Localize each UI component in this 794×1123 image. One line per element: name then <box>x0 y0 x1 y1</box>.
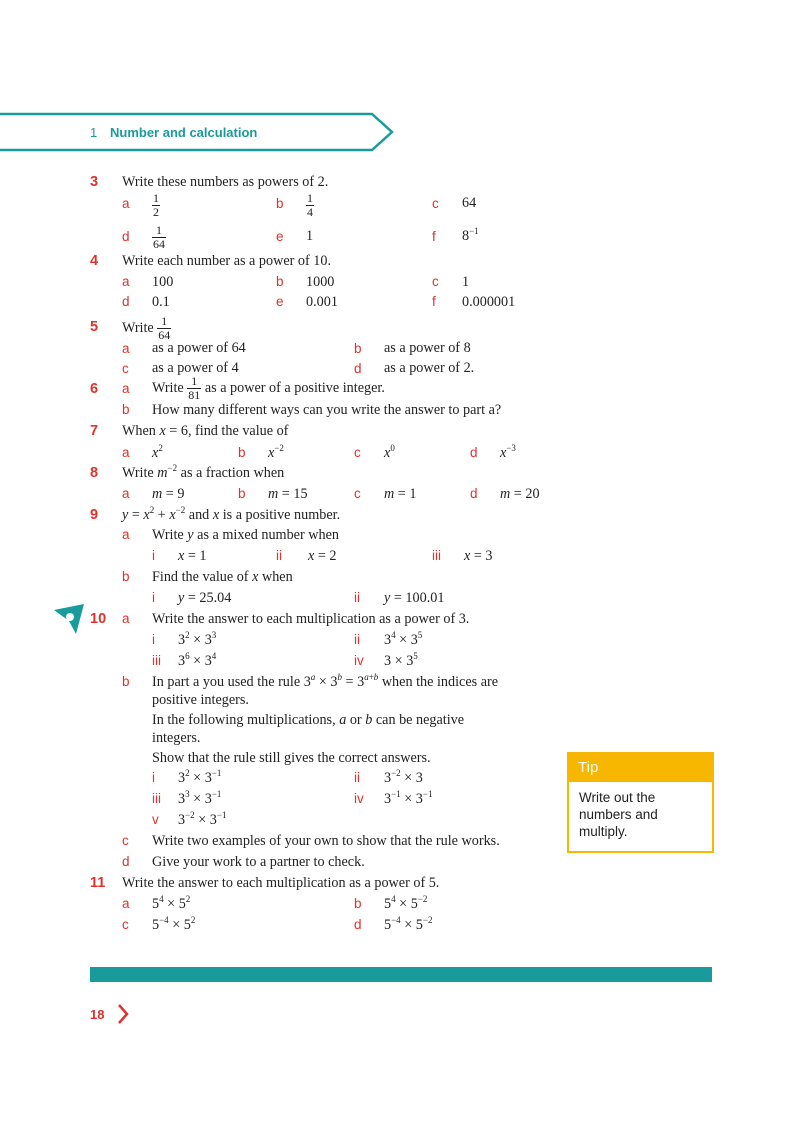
part-label: c <box>122 361 129 376</box>
expression: x = 1 <box>178 548 207 564</box>
expression: $3 \times 3^5$ <box>384 651 418 669</box>
tip-box <box>567 752 714 853</box>
answer-value: 0.001 <box>306 294 338 310</box>
question-number: 4 <box>90 253 99 269</box>
part-label: d <box>470 486 478 501</box>
part-text: Give your work to a partner to check. <box>152 854 365 870</box>
part-label: c <box>354 486 361 501</box>
expression: $x^{-2}$ <box>268 443 284 461</box>
expression: m = 15 <box>268 486 308 502</box>
part-label: e <box>276 229 284 244</box>
expression: $5^{-4} \times 5^{-2}$ <box>384 915 433 933</box>
part-label: d <box>354 917 362 932</box>
part-label: c <box>122 917 129 932</box>
expression: $5^4 \times 5^{-2}$ <box>384 894 428 912</box>
subpart-label: v <box>152 812 159 827</box>
expression: m = 1 <box>384 486 417 502</box>
chapter-number: 1 <box>90 125 98 140</box>
part-text: How many different ways can you write the answer to part a? <box>152 402 502 418</box>
expression: $3^4 \times 3^5$ <box>384 630 423 648</box>
part-label: a <box>122 896 130 911</box>
subpart-label: i <box>152 770 155 785</box>
expression: $3^{-1} \times 3^{-1}$ <box>384 789 433 807</box>
part-label: c <box>432 196 439 211</box>
part-label: a <box>122 445 130 460</box>
expression: x = 3 <box>464 548 493 564</box>
part-label: a <box>122 381 130 396</box>
subpart-label: iii <box>152 653 161 668</box>
question-stem: When x = 6, find the value of <box>122 423 289 439</box>
part-label: b <box>276 196 284 211</box>
part-label: a <box>122 274 130 289</box>
part-text: positive integers. <box>152 692 249 708</box>
part-text: Write the answer to each multiplication as a power of 3. <box>152 611 470 627</box>
question-stem: Write $m^{-2}$ as a fraction when <box>122 463 285 481</box>
part-label: d <box>470 445 478 460</box>
question-number: 5 <box>90 319 99 335</box>
answer-value: 100 <box>152 274 174 290</box>
subpart-label: iii <box>152 791 161 806</box>
part-label: b <box>122 569 130 584</box>
part-text: Show that the rule still gives the correct answers. <box>152 750 431 766</box>
subpart-label: ii <box>276 548 282 563</box>
expression: $3^3 \times 3^{-1}$ <box>178 789 222 807</box>
part-text: as a power of 8 <box>384 340 471 356</box>
part-label: a <box>122 341 130 356</box>
part-label: e <box>276 294 284 309</box>
expression: $3^2 \times 3^3$ <box>178 630 217 648</box>
page-number: 18 <box>90 1007 105 1022</box>
tip-title: Tip <box>569 754 712 782</box>
subpart-label: iv <box>354 653 364 668</box>
answer-value: 1 <box>462 274 470 290</box>
question-number: 7 <box>90 423 99 439</box>
expression: $3^{-2} \times 3^{-1}$ <box>178 810 227 828</box>
expression: $x^0$ <box>384 443 395 461</box>
subpart-label: iv <box>354 791 364 806</box>
question-stem: Write each number as a power of 10. <box>122 253 332 269</box>
part-label: a <box>122 196 130 211</box>
expression: y = 25.04 <box>178 590 232 606</box>
question-number: 6 <box>90 381 99 397</box>
part-label: d <box>354 361 362 376</box>
expression: $x^2$ <box>152 443 163 461</box>
part-label: a <box>122 486 130 501</box>
answer-value: 64 <box>462 195 477 211</box>
expression: $x^{-3}$ <box>500 443 516 461</box>
subpart-label: i <box>152 548 155 563</box>
expression: $3^6 \times 3^4$ <box>178 651 217 669</box>
tip-body: Write out the numbers and multiply. <box>579 790 658 839</box>
expression: $3^2 \times 3^{-1}$ <box>178 768 222 786</box>
part-label: b <box>238 486 246 501</box>
question-stem: Write these numbers as powers of 2. <box>122 174 329 190</box>
part-label: d <box>122 229 130 244</box>
question-number: 3 <box>90 174 99 190</box>
subpart-label: ii <box>354 632 360 647</box>
part-label: b <box>238 445 246 460</box>
chevron-right-icon <box>116 1003 130 1025</box>
expression: y = 100.01 <box>384 590 445 606</box>
answer-value: 0.1 <box>152 294 170 310</box>
expression: $5^{-4} \times 5^2$ <box>152 915 196 933</box>
part-text: integers. <box>152 730 201 746</box>
part-label: f <box>432 294 436 309</box>
part-label: d <box>122 294 130 309</box>
question-stem: $y = x^2 + x^{-2}$ and x is a positive number. <box>122 505 341 523</box>
footer-bar <box>90 967 712 982</box>
question-stem: Write $\frac{1}{64}$ <box>122 314 171 342</box>
part-text: as a power of 2. <box>384 360 475 376</box>
part-label: c <box>354 445 361 460</box>
part-text: Write two examples of your own to show that the rule works. <box>152 833 500 849</box>
question-number: 8 <box>90 465 99 481</box>
part-label: d <box>122 854 130 869</box>
part-label: b <box>276 274 284 289</box>
subpart-label: i <box>152 632 155 647</box>
fraction: $\frac{1}{2}$ <box>153 191 159 219</box>
question-number: 10 <box>90 611 107 627</box>
question-number: 11 <box>90 875 106 891</box>
part-text: In part a you used the rule $3^a \times 3^b = 3^{a+b}$ when the indices are <box>152 672 499 690</box>
part-label: c <box>432 274 439 289</box>
part-label: b <box>122 674 130 689</box>
subpart-label: iii <box>432 548 441 563</box>
expression: m = 9 <box>152 486 185 502</box>
question-stem: Write the answer to each multiplication as a power of 5. <box>122 875 440 891</box>
expression: $3^{-2} \times 3$ <box>384 768 423 786</box>
part-text: as a power of 64 <box>152 340 246 356</box>
expression: m = 20 <box>500 486 540 502</box>
question-number: 9 <box>90 507 99 523</box>
part-label: b <box>354 341 362 356</box>
answer-value: 1000 <box>306 274 335 290</box>
subpart-label: i <box>152 590 155 605</box>
chapter-title: Number and calculation <box>110 125 258 140</box>
part-label: a <box>122 611 130 626</box>
expression: x = 2 <box>308 548 337 564</box>
part-label: a <box>122 527 130 542</box>
part-text: In the following multiplications, a or b can be negative <box>152 712 465 728</box>
part-label: f <box>432 229 436 244</box>
expression: $5^4 \times 5^2$ <box>152 894 191 912</box>
part-text: Find the value of x when <box>152 569 293 585</box>
fraction: $\frac{1}{4}$ <box>307 191 313 219</box>
subpart-label: ii <box>354 590 360 605</box>
part-label: b <box>122 402 130 417</box>
part-text: Write $\frac{1}{81}$ as a power of a positive integer. <box>152 374 385 402</box>
fraction: $\frac{1}{64}$ <box>153 223 165 251</box>
answer-value: $8^{-1}$ <box>462 226 479 244</box>
part-label: b <box>354 896 362 911</box>
answer-value: 1 <box>306 228 314 244</box>
subpart-label: ii <box>354 770 360 785</box>
answer-value: 0.000001 <box>462 294 516 310</box>
challenge-marker-icon <box>52 602 86 636</box>
part-text: Write y as a mixed number when <box>152 527 339 543</box>
part-label: c <box>122 833 129 848</box>
part-text: as a power of 4 <box>152 360 239 376</box>
